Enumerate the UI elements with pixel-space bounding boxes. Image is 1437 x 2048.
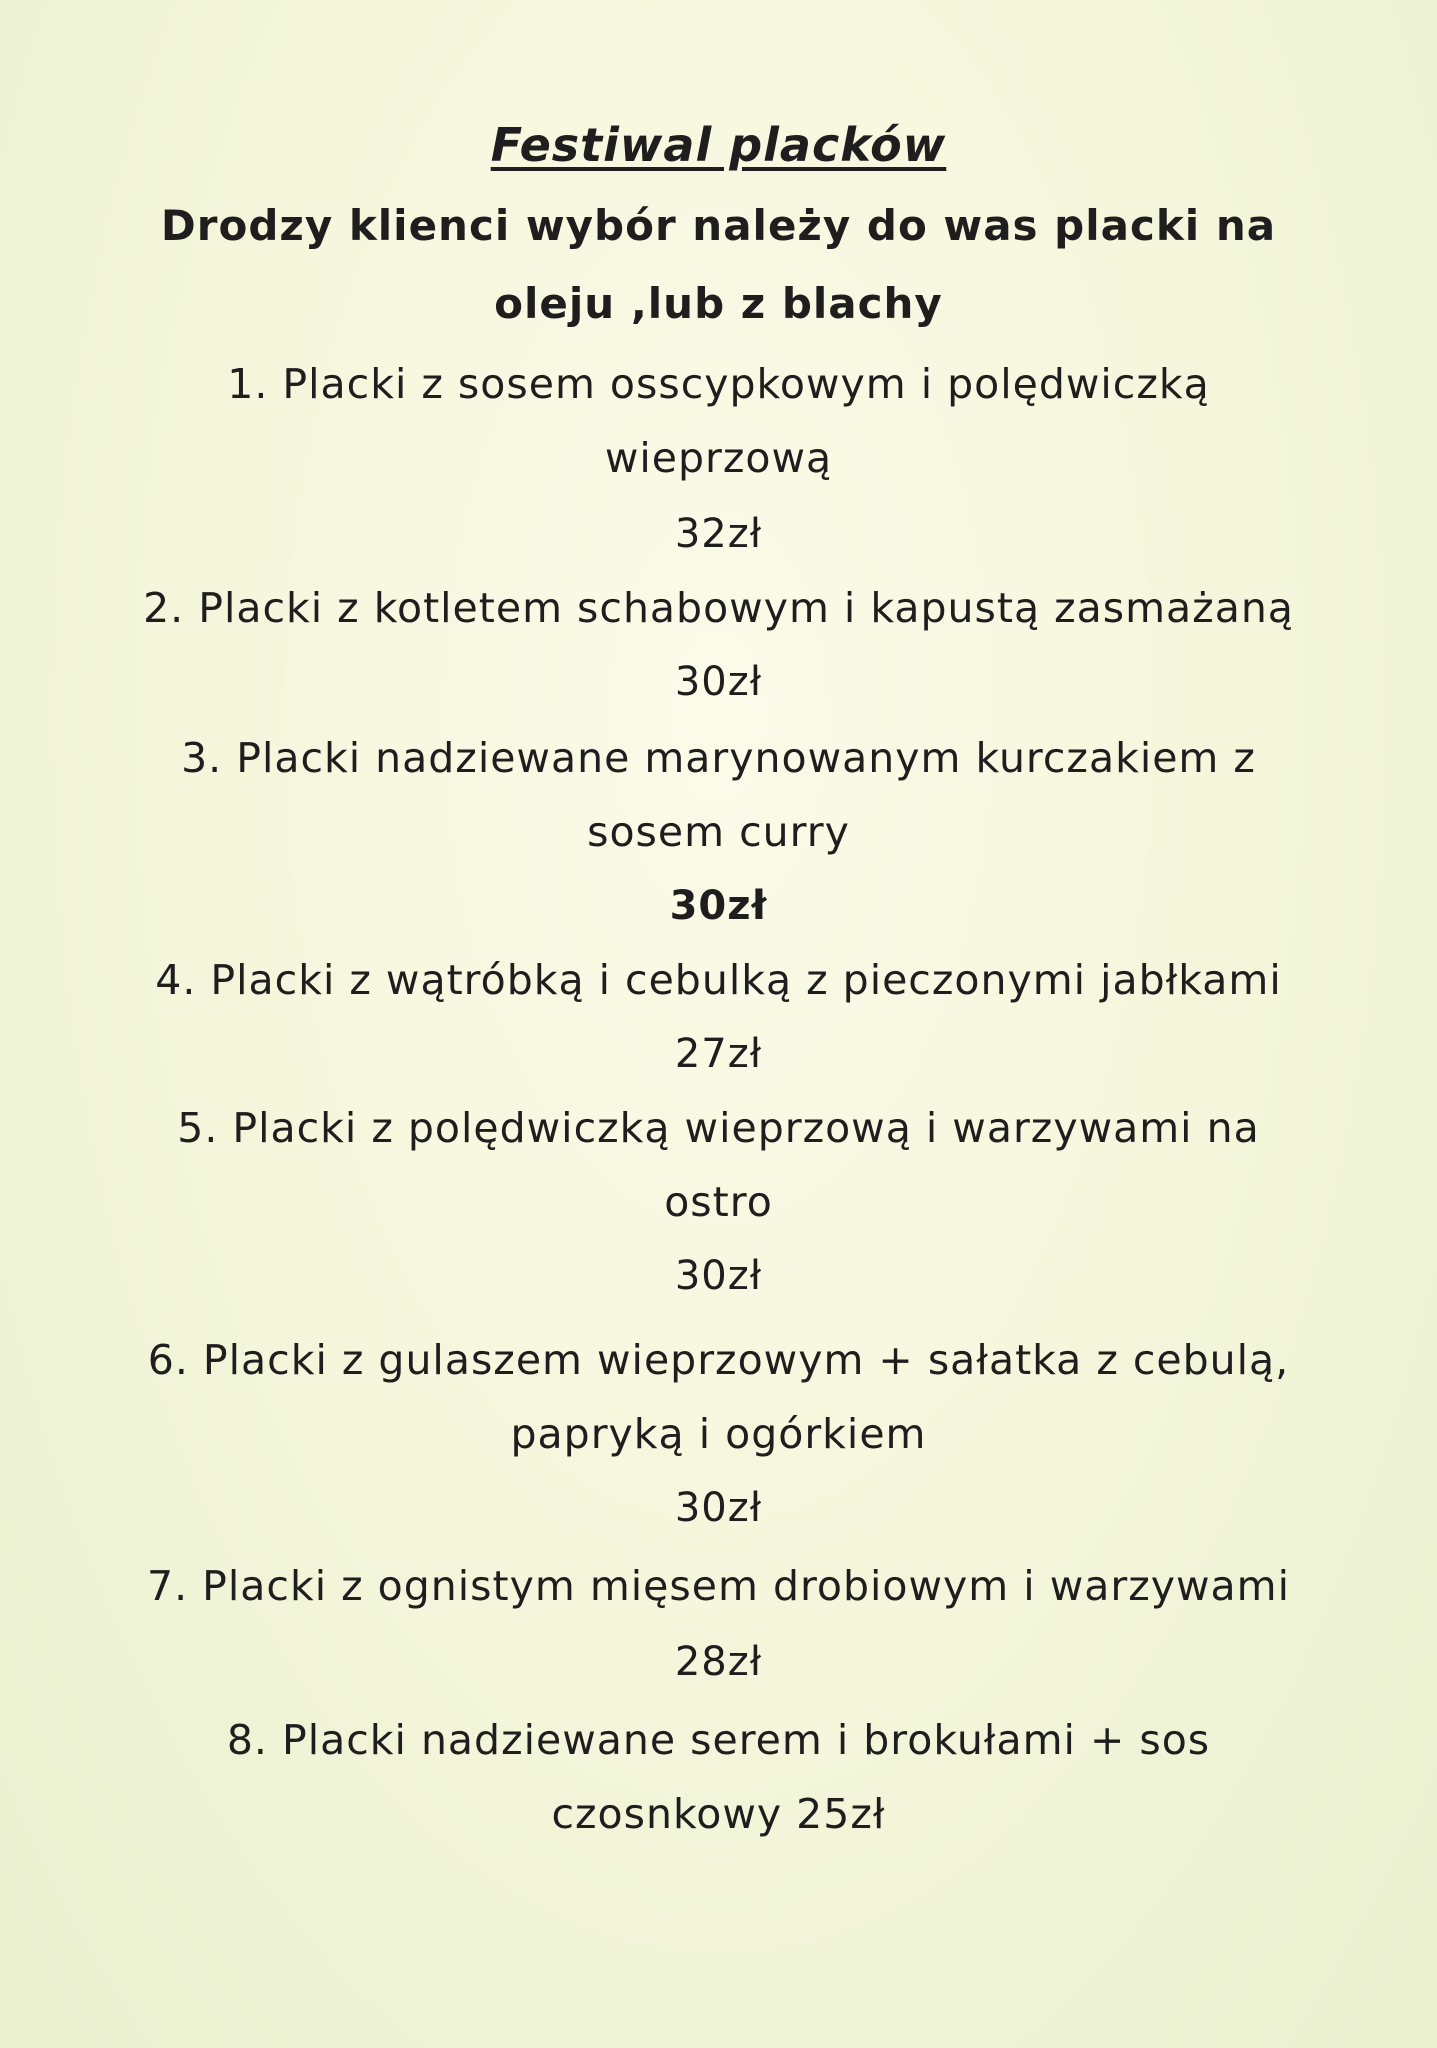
menu-item-3-name-cont: sosem curry (587, 808, 850, 856)
menu-item-4-price: 27zł (674, 1031, 763, 1077)
menu-item-7-name: 7. Placki z ognistym mięsem drobiowym i warzywami (147, 1562, 1290, 1610)
menu-item-1-name-cont: wieprzową (604, 434, 833, 482)
intro-line-1: Drodzy klienci wybór należy do was placki na (160, 201, 1277, 250)
menu-item-2-name: 2. Placki z kotletem schabowym i kapustą zasmażaną (143, 584, 1294, 632)
menu-item-5-price: 30zł (674, 1253, 763, 1299)
menu-item-4-name: 4. Placki z wątróbką i cebulką z pieczonymi jabłkami (155, 956, 1282, 1004)
menu-item-3-price: 30zł (669, 883, 768, 929)
menu-item-1-price: 32zł (674, 511, 763, 557)
menu-item-8-name-cont: czosnkowy 25zł (551, 1790, 886, 1838)
intro-line-2: oleju ,lub z blachy (494, 279, 943, 328)
menu-item-6-price: 30zł (674, 1485, 763, 1531)
menu-item-6-name: 6. Placki z gulaszem wieprzowym + sałatka z cebulą, (147, 1336, 1290, 1384)
menu-item-5-name-cont: ostro (664, 1178, 773, 1226)
menu-item-5-name: 5. Placki z polędwiczką wieprzową i warzywami na (177, 1104, 1260, 1152)
menu-item-8-name: 8. Placki nadziewane serem i brokułami + sos (226, 1716, 1211, 1764)
menu-item-1-name: 1. Placki z sosem osscypkowym i polędwiczką (227, 360, 1210, 408)
menu-item-6-name-cont: papryką i ogórkiem (510, 1410, 927, 1458)
page-title: Festiwal placków (490, 118, 947, 172)
menu-item-2-price: 30zł (674, 659, 763, 705)
menu-item-3-name: 3. Placki nadziewane marynowanym kurczakiem z (181, 734, 1256, 782)
menu-item-7-price: 28zł (674, 1639, 763, 1685)
